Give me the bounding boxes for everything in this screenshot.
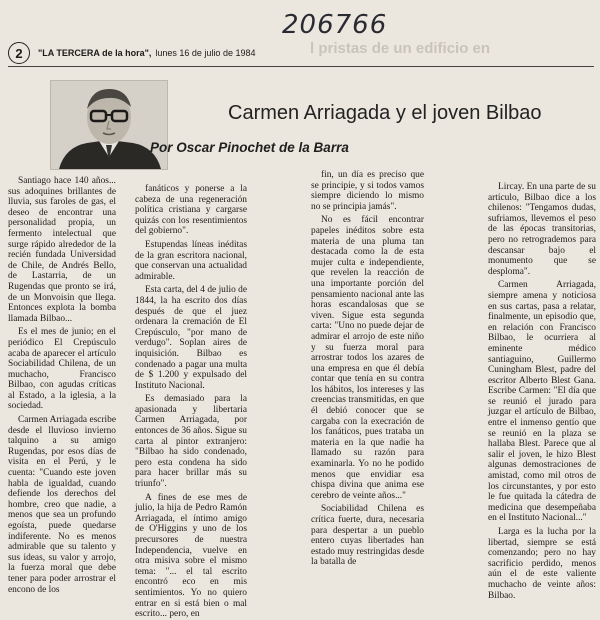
article-column-4 [488, 182, 596, 601]
paragraph: A fines de ese mes de julio, la hija de Pedro Ramón Arriagada, el íntimo amigo de O'Higgins y uno de los precursores de nuestra Independencia, vuelve en otra misiva sobre el mismo tema: "... el tal escrito encontró eco en mis sentimientos. Yo no quiero entrar en si está bien o mal escrito... pero, en [135, 492, 247, 620]
paragraph: Santiago hace 140 años... sus adoquines brillantes de lluvia, sus faroles de gas, el deseo de encontrar una personalidad propia, un fermento intelectual que surge rápido alrededor de la recién fundada Universidad de Chile, de Andrés Bello, de Lastarria, de un Rugendas que pronto se irá, de un Monvoisin que llega. Entonces explota la bomba llamada Bilbao... [8, 176, 116, 324]
article-column-2 [135, 184, 247, 620]
paragraph: fin, un día es preciso que se principie, y si todos vamos siempre diciendo lo mismo no se principia jamás". [311, 170, 424, 212]
paragraph: Larga es la lucha por la libertad, siempre se está comenzando; pero no hay sacrificio perdido, menos aún el de este valiente muchacho de veinte años: Bilbao. [488, 527, 596, 601]
paragraph: Esta carta, del 4 de julio de 1844, la ha escrito dos días después de que el juez ordenara la cremación de El Crepúsculo, "por mano de verdugo". Soplan aires de inquisición. Bilbao es condenado a pagar una multa de $ 1.200 y expulsado del Instituto Nacional. [135, 285, 247, 391]
newspaper-name: "LA TERCERA de la hora", [38, 48, 152, 58]
paragraph: Carmen Arriagada escribe desde el lluvioso invierno talquino a su amigo Rugendas, por esos días de visita en el Perú, y le cuenta: "Cuando este joven habla de igualdad, cuando defiende los derechos del hombre, creo que nadie, a menos que sea un profundo egoísta, puede quedarse indiferente. No es menos admirable que su talento y sus ideas, su valor y arrojo, la fuerza moral que debe tener para poder arrostrar el encono de los [8, 415, 116, 595]
handwritten-catalog-number: 206766 [282, 10, 388, 40]
bleed-through-text: l pristas de un edificio en [310, 40, 491, 57]
paragraph: Es demasiado para la apasionada y libertaria Carmen Arriagada, por entonces de 36 años. Sigue su carta al pintor extranjero: "Bilbao ha sido condenado, pero esta condena ha sido para hacer brillar más su triunfo". [135, 394, 247, 490]
publication-date: lunes 16 de julio de 1984 [155, 48, 256, 58]
article-body [8, 170, 598, 620]
paragraph: Es el mes de junio; en el periódico El Crepúsculo acaba de aparecer el artículo Sociabilidad Chilena, de un muchacho, Francisco Bilbao, con agudas críticas al Estado, a la iglesia, a la sociedad. [8, 327, 116, 412]
paragraph: Estupendas líneas inéditas de la gran escritora nacional, que conservan una actualidad admirable. [135, 239, 247, 282]
author-portrait [50, 80, 168, 170]
page-header [8, 42, 592, 64]
article-column-3 [311, 170, 424, 570]
article-column-1 [8, 176, 116, 595]
paragraph: No es fácil encontrar papeles inéditos sobre esta materia de una pluma tan destacada como la de esta mujer culta e independiente, que revelen la reacción de una importante porción del pensamiento nacional ante las horas escandalosas que se viven. Sigue esta segunda carta: "Uno no puede dejar de admirar el arrojo de este niño y su fuerza moral para arrostrar todos los azares de una empresa en que él debía contar que tenía en su contra los hábitos, los intereses y las creencias transmitidas, en que él debió conocer que se cargaba con la execración de los fanáticos, pues trataba un materia en la que nadie ha llamado su razón para examinarla. Yo no he podido menos que envidiar esa chispa divina que anima ese cerebro de veinte años..." [311, 215, 424, 501]
paragraph: Sociabilidad Chilena es crítica fuerte, dura, necesaria para despertar a un pueblo entero cuyas libertades han estado muy restringidas desde la batalla de [311, 504, 424, 568]
page-number-badge: 2 [8, 42, 30, 64]
paragraph: Lircay. En una parte de su artículo, Bilbao dice a los chilenos: "Tengamos dudas, sufriamos, llevemos el peso de las épocas transitorias, pero no retrogrademos para descansar bajo el monumento que se desploma". [488, 182, 596, 277]
paragraph: Carmen Arriagada, siempre amena y noticiosa en sus cartas, pasa a relatar, finalmente, un episodio que, en relación con Francisco Bilbao, le ocurriera al eminente médico santiaguino, Guillermo Cuningham Blest, padre del escritor Alberto Blest Gana. Escribe Carmen: "El día que se reunió el jurado para juzgar el artículo de Bilbao, entre el inmenso gentío que se reunió en la plaza se hallaba Blest. Parece que al salir el joven, le hizo Blest algunas demostraciones de amistad, como mil otros de los circunstantes, y por esto le fue quitada la cátedra de medicina que desempeñaba en el Instituto Nacional..." [488, 280, 596, 524]
header-rule [8, 66, 594, 67]
article-byline: Por Oscar Pinochet de la Barra [150, 140, 349, 155]
paragraph: fanáticos y ponerse a la cabeza de una regeneración política cristiana y cargarse quizás con los resentimientos del gobierno". [135, 184, 247, 237]
article-title: Carmen Arriagada y el joven Bilbao [228, 102, 542, 124]
portrait-illustration [51, 81, 167, 169]
